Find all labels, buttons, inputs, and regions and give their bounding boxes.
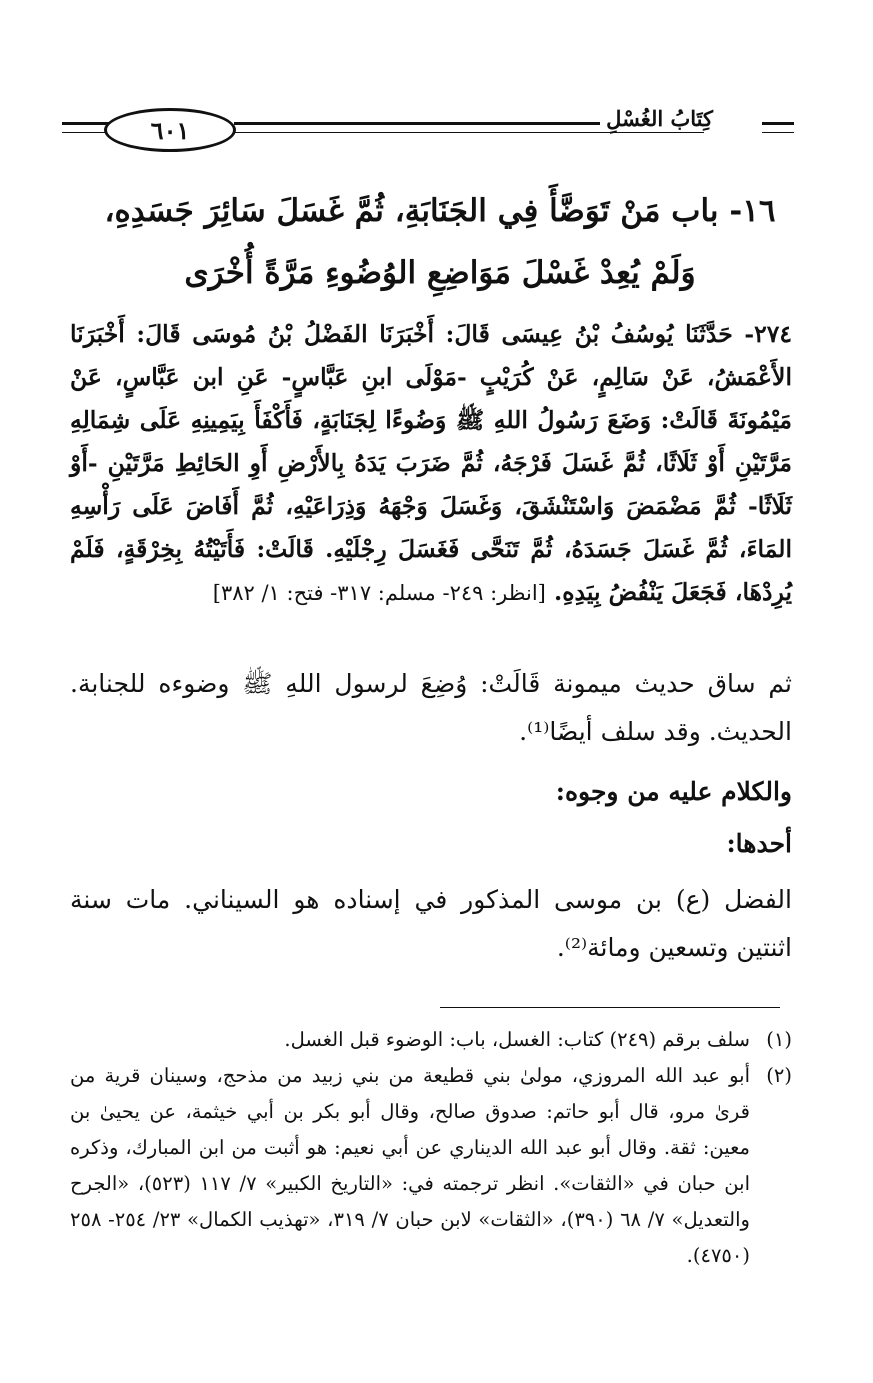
header-rule-right bbox=[762, 122, 794, 125]
hadith-text-block bbox=[70, 313, 792, 615]
commentary-paragraph-2: والكلام عليه من وجوه: bbox=[555, 777, 792, 806]
header-rule-right-thin bbox=[762, 132, 794, 133]
book-title: كِتَابُ الغُسْلِ bbox=[600, 106, 719, 131]
chapter-title-line-1: ١٦- باب مَنْ تَوَضَّأَ فِي الجَنَابَةِ، ثُمَّ غَسَلَ سَائِرَ جَسَدِهِ، bbox=[104, 193, 776, 229]
footnote-text: سلف برقم (٢٤٩) كتاب: الغسل، باب: الوضوء قبل الغسل. bbox=[284, 1028, 750, 1051]
hadith-text: ٢٧٤- حَدَّثَنَا يُوسُفُ بْنُ عِيسَى قَالَ: أَخْبَرَنَا الفَضْلُ بْنُ مُوسَى قَالَ: أَخْبَرَنَا الأَعْمَشُ، عَنْ سَالِمٍ، عَنْ كُرَيْبٍ -مَوْلَى ابنِ عَبَّاسٍ- عَنِ ابن عَبَّاسٍ، عَنْ مَيْمُونَةَ قَالَتْ: وَضَعَ رَسُولُ اللهِ ﷺ وَضُوءًا لِجَنَابَةٍ، فَأَكْفَأَ بِيَمِينِهِ عَلَى شِمَالِهِ مَرَّتَيْنِ أَوْ ثَلَاثًا، ثُمَّ غَسَلَ فَرْجَهُ، ثُمَّ ضَرَبَ يَدَهُ بِالأَرْضِ أَوِ الحَائِطِ مَرَّتَيْنِ -أَوْ ثَلَاثًا- ثُمَّ مَضْمَضَ وَاسْتَنْشَقَ، وَغَسَلَ وَجْهَهُ وَذِرَاعَيْهِ، ثُمَّ أَفَاضَ عَلَى رَأْسِهِ المَاءَ، ثُمَّ غَسَلَ جَسَدَهُ، ثُمَّ تَنَحَّى فَغَسَلَ رِجْلَيْهِ. قَالَتْ: فَأَتَيْتُهُ بِخِرْقَةٍ، فَلَمْ يُرِدْهَا، فَجَعَلَ يَنْفُضُ بِيَدِهِ. bbox=[70, 320, 792, 606]
commentary-heading-first: أحدها: bbox=[726, 829, 792, 858]
footnote bbox=[70, 1058, 792, 1274]
footnote-mark: (٢) bbox=[766, 1064, 792, 1087]
footnotes bbox=[70, 1022, 792, 1274]
page-number: ٦٠١ bbox=[104, 108, 236, 152]
hadith-reference: [انظر: ٢٤٩- مسلم: ٣١٧- فتح: ١/ ٣٨٢] bbox=[212, 581, 546, 605]
page-header bbox=[62, 100, 794, 158]
footnote-text: أبو عبد الله المروزي، مولىٰ بني قطيعة من بني زبيد من مذحج، وسينان قرية من قرىٰ مرو، قال أبو حاتم: صدوق صالح، وقال أبو بكر بن أبي خيثمة، عن يحيىٰ بن معين: ثقة. وقال أبو عبد الله الديناري عن أبي نعيم: هو أثبت من ابن المبارك، وذكره ابن حبان في «الثقات». انظر ترجمته في: «التاريخ الكبير» ٧/ ١١٧ (٥٢٣)، «الجرح والتعديل» ٧/ ٦٨ (٣٩٠)، «الثقات» لابن حبان ٧/ ٣١٩، «تهذيب الكمال» ٢٣/ ٢٥٤- ٢٥٨ (٤٧٥٠). bbox=[70, 1064, 750, 1267]
footnote bbox=[70, 1022, 792, 1058]
commentary-paragraph-4: الفضل (ع) بن موسى المذكور في إسناده هو السيناني. مات سنة اثنتين وتسعين ومائة⁽²⁾. bbox=[70, 885, 792, 962]
footnote-separator bbox=[440, 1007, 780, 1008]
header-rule-middle-thin bbox=[234, 132, 704, 133]
footnote-mark: (١) bbox=[766, 1028, 792, 1051]
commentary-paragraph-1: ثم ساق حديث ميمونة قَالَتْ: وُضِعَ لرسول اللهِ ﷺ وضوءه للجنابة. الحديث. وقد سلف أيضًا⁽¹⁾. bbox=[70, 669, 792, 746]
chapter-title bbox=[90, 180, 790, 304]
chapter-title-line-2: وَلَمْ يُعِدْ غَسْلَ مَوَاضِعِ الوُضُوءِ مَرَّةً أُخْرَى bbox=[184, 255, 696, 291]
